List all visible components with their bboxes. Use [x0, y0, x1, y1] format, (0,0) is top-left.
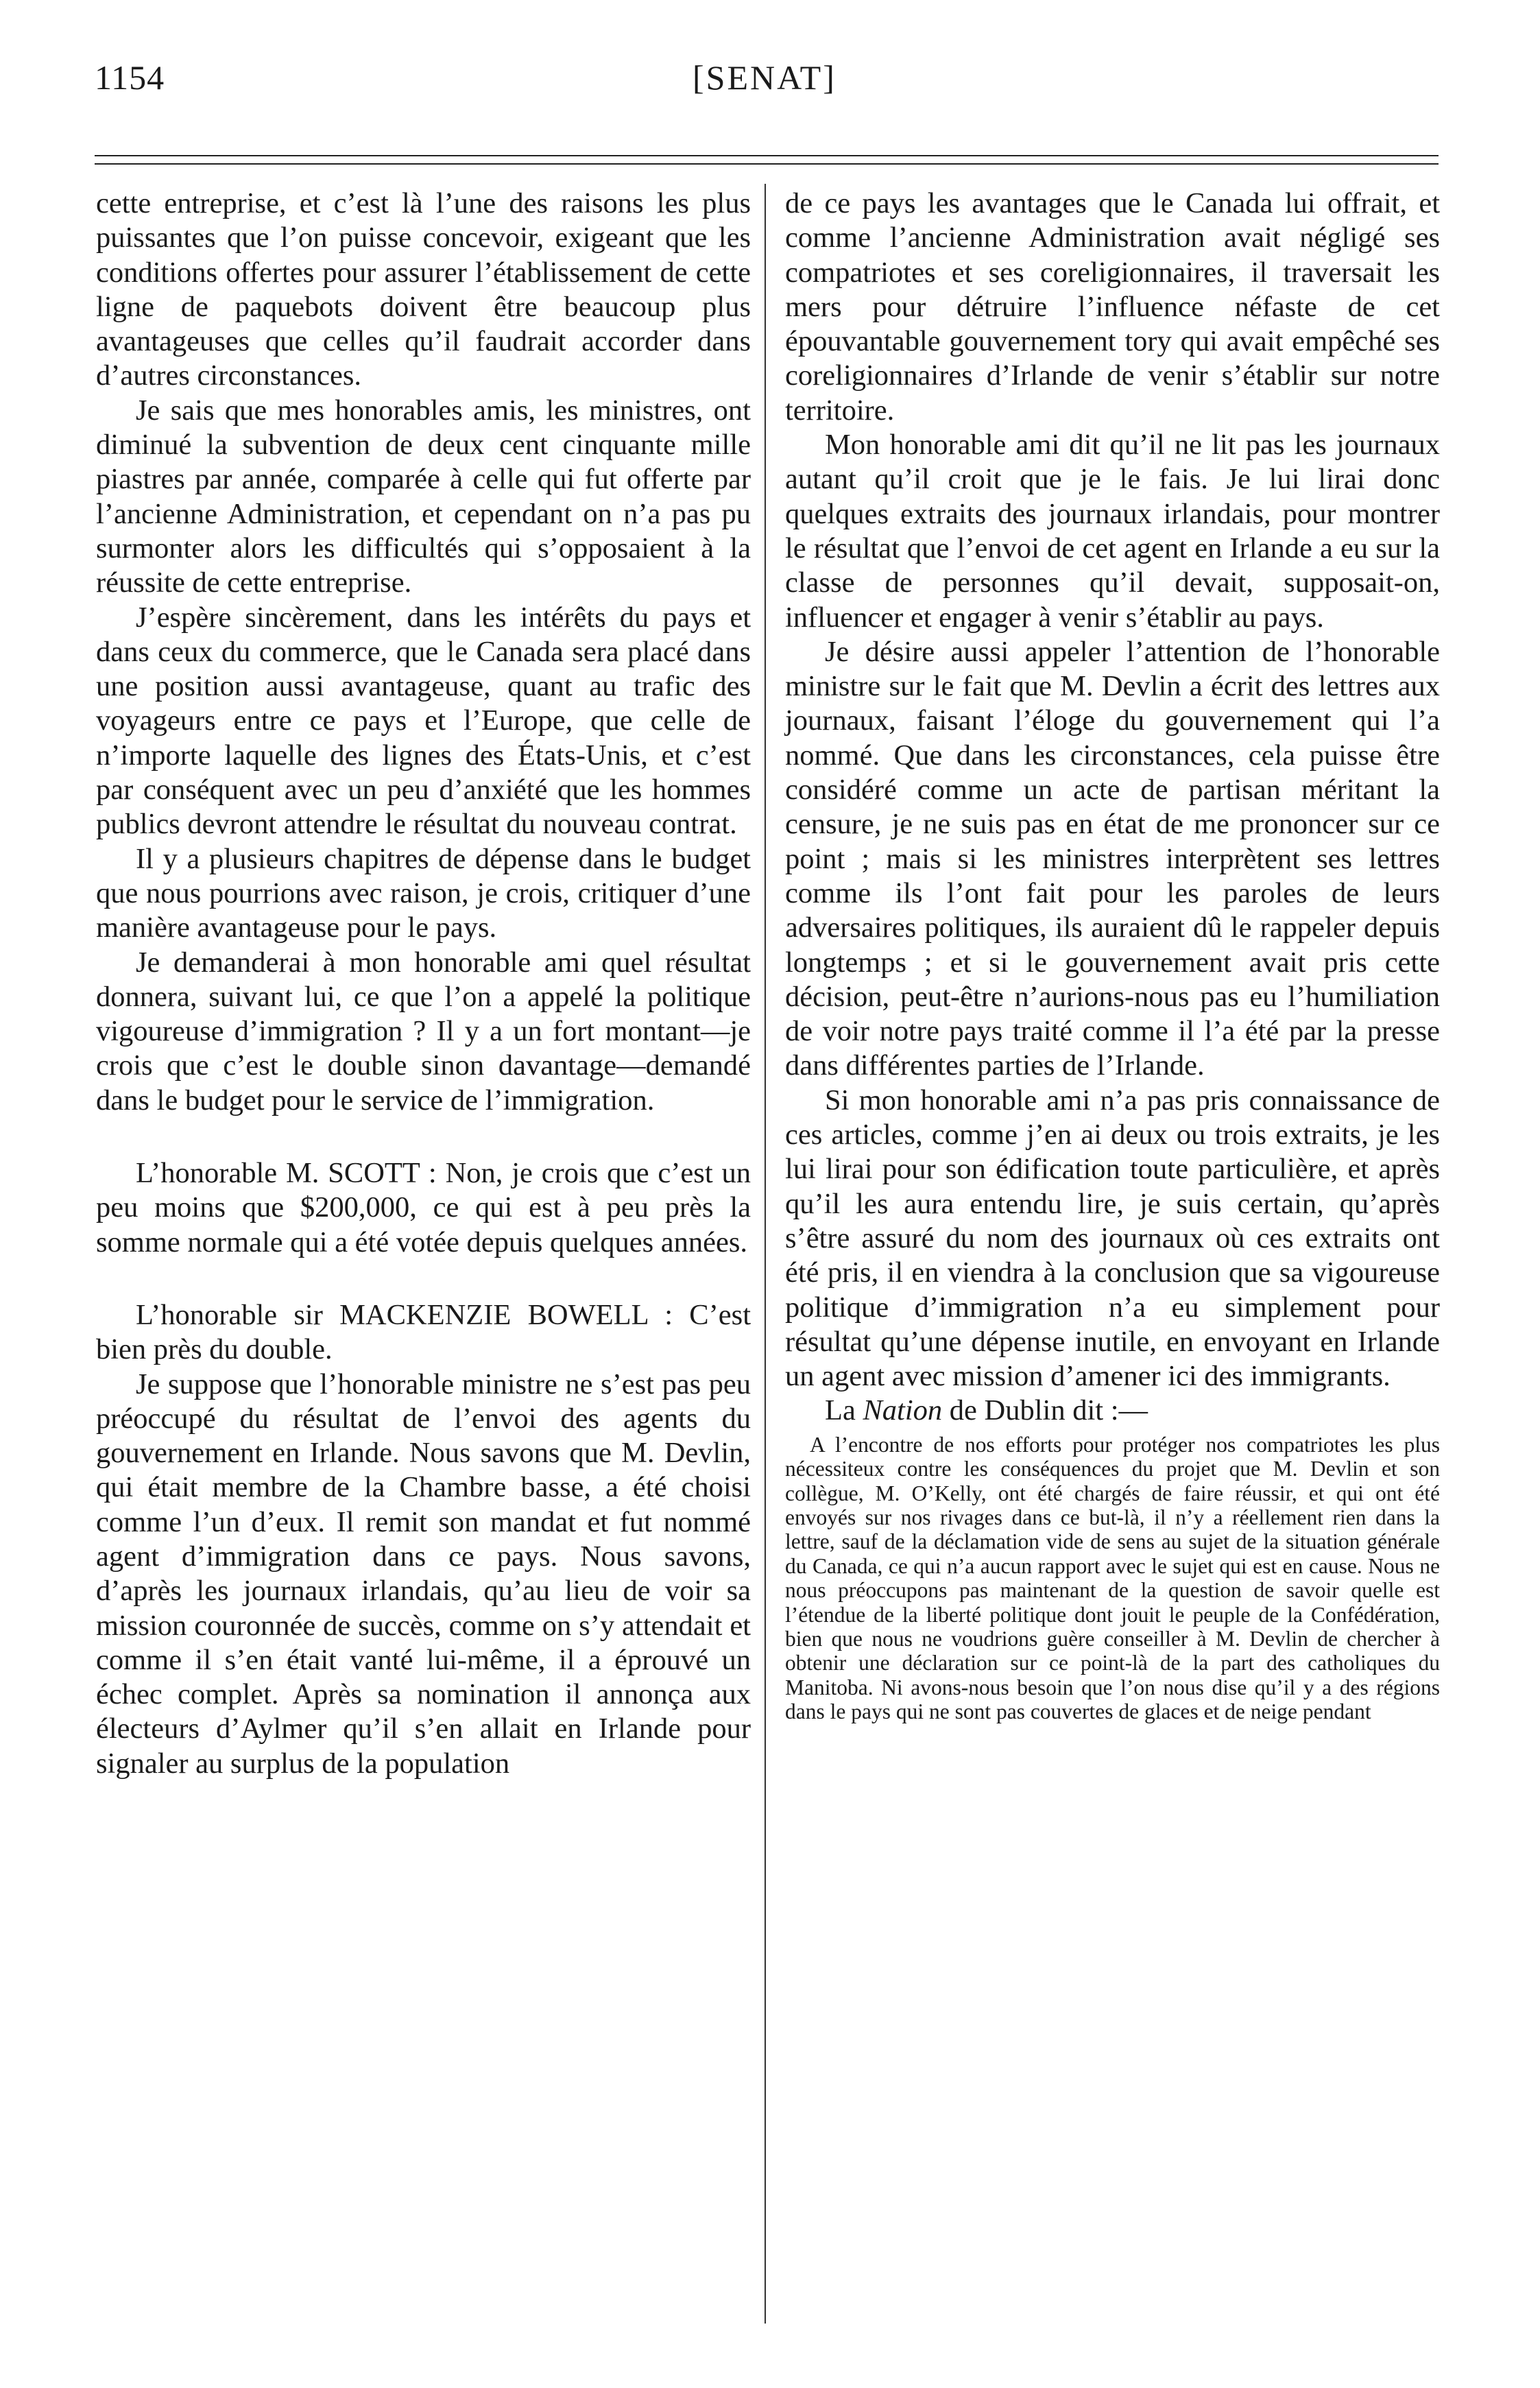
paragraph: Je désire aussi appeler l’attention de l’honorable ministre sur le fait que M. Devlin a écrit des lettres aux journaux, faisant l’éloge du gouvernement qui l’a nommé. Que dans les circonstances, cela puisse être considéré comme un acte de partisan méritant la censure, je ne suis pas en état de me prononcer sur ce point ; mais si les ministres interprètent ses lettres comme ils l’ont fait pour les paroles de leurs adversaires politiques, ils auraient dû le rappeler depuis longtemps ; et si le gouvernement avait pris cette décision, peut-être n’aurions-nous pas eu l’humiliation de voir notre pays traité comme il l’a été par la presse dans différentes parties de l’Irlande.: [785, 635, 1440, 1082]
paragraph: J’espère sincèrement, dans les intérêts du pays et dans ceux du commerce, que le Canada sera placé dans une position aussi avantageuse, quant au trafic des voyageurs entre ce pays et l’Europe, que celle de n’importe laquelle des lignes des États-Unis, et c’est par conséquent avec un peu d’anxiété que les hommes publics devront attendre le résultat du nouveau contrat.: [96, 601, 751, 841]
citation-intro-post: de Dublin dit :—: [942, 1394, 1148, 1427]
column-divider: [765, 184, 766, 2324]
right-column: [785, 187, 1440, 1724]
newspaper-name: Nation: [863, 1394, 943, 1427]
page-header: [0, 58, 1540, 112]
paragraph: cette entreprise, et c’est là l’une des raisons les plus puissantes que l’on puisse concevoir, exigeant que les conditions offertes pour assurer l’établissement de cette ligne de paquebots doivent être beaucoup plus avantageuses que celles qu’il faudrait accorder dans d’autres circonstances.: [96, 187, 751, 392]
speaker-paragraph: L’honorable sir MACKENZIE BOWELL : C’est bien près du double.: [96, 1298, 751, 1366]
left-column: [96, 187, 751, 1781]
running-head: [SENAT]: [693, 58, 837, 97]
header-rule-bottom: [95, 163, 1439, 165]
spacer: [96, 1260, 751, 1298]
paragraph: Il y a plusieurs chapitres de dépense dans le budget que nous pourrions avec raison, je crois, critiquer d’une manière avantageuse pour le pays.: [96, 842, 751, 944]
paragraph: Mon honorable ami dit qu’il ne lit pas les journaux autant qu’il croit que je le fais. Je lui lirai donc quelques extraits des journaux irlandais, pour montrer le résultat que l’envoi de cet agent en Irlande a eu sur la classe de personnes qu’il devait, supposait-on, influencer et engager à venir s’établir au pays.: [785, 429, 1440, 634]
citation-intro-pre: La: [825, 1394, 863, 1427]
paragraph: de ce pays les avantages que le Canada lui offrait, et comme l’ancienne Administration avait négligé ses compatriotes et ses coreligionnaires, il traversait les mers pour détruire l’influence néfaste de cet épouvantable gouvernement tory qui avait empêché ses coreligionnaires d’Irlande de venir s’établir sur notre territoire.: [785, 187, 1440, 427]
paragraph: Je demanderai à mon honorable ami quel résultat donnera, suivant lui, ce que l’on a appelé la politique vigoureuse d’immigration ? Il y a un fort montant—je crois que c’est le double sinon davantage—demandé dans le budget pour le service de l’immigration.: [96, 946, 751, 1117]
citation-intro: [785, 1394, 1440, 1428]
paragraph: Si mon honorable ami n’a pas pris connaissance de ces articles, comme j’en ai deux ou trois extraits, je les lui lirai pour son édification toute particulière, et après qu’il les aura entendu lire, je suis certain, qu’après s’être assuré du nom des journaux où ces extraits ont été pris, il en viendra à la conclusion que sa vigoureuse politique d’immigration n’a eu simplement pour résultat qu’une dépense inutile, en envoyant en Irlande un agent avec mission d’amener ici des immigrants.: [785, 1084, 1440, 1393]
paragraph: Je suppose que l’honorable ministre ne s’est pas peu préoccupé du résultat de l’envoi des agents du gouvernement en Irlande. Nous savons que M. Devlin, qui était membre de la Chambre basse, a été choisi comme l’un d’eux. Il remit son mandat et fut nommé agent d’immigration dans ce pays. Nous savons, d’après les journaux irlandais, qu’au lieu de voir sa mission couronnée de succès, comme on s’y attendait et comme il s’en était vanté lui-même, il a éprouvé un échec complet. Après sa nomination il annonça aux électeurs d’Aylmer qu’il s’en allait en Irlande pour signaler au surplus de la population: [96, 1368, 751, 1780]
header-rule-top: [95, 155, 1439, 156]
speaker-paragraph: L’honorable M. SCOTT : Non, je crois que c’est un peu moins que $200,000, ce qui est à peu près la somme normale qui a été votée depuis quelques années.: [96, 1157, 751, 1258]
paragraph: Je sais que mes honorables amis, les ministres, ont diminué la subvention de deux cent cinquante mille piastres par année, comparée à celle qui fut offerte par l’ancienne Administration, et cependant on n’a pas pu surmonter alors les difficultés qui s’opposaient à la réussite de cette entreprise.: [96, 394, 751, 599]
page-number: 1154: [95, 58, 165, 97]
quoted-extract: A l’encontre de nos efforts pour protéger nos compatriotes les plus nécessiteux contre les conséquences du projet que M. Devlin et son collègue, M. O’Kelly, ont été chargés de faire réussir, et qui ont été envoyés sur nos rivages dans ce but-là, il n’y a réellement rien dans la lettre, sauf de la déclamation vide de sens au sujet de la situation générale du Canada, ce qui n’a aucun rapport avec le sujet qui est en cause. Nous ne nous préoccupons pas maintenant de la question de savoir quelle est l’étendue de la liberté politique dont jouit le peuple de la Confédération, bien que nous ne voudrions guère conseiller à M. Devlin de chercher à obtenir une déclaration sur ce point-là de la part des catholiques du Manitoba. Ni avons-nous besoin que l’on nous dise qu’il y a des régions dans le pays qui ne sont pas couvertes de glaces et de neige pendant: [785, 1432, 1440, 1724]
spacer: [96, 1118, 751, 1156]
